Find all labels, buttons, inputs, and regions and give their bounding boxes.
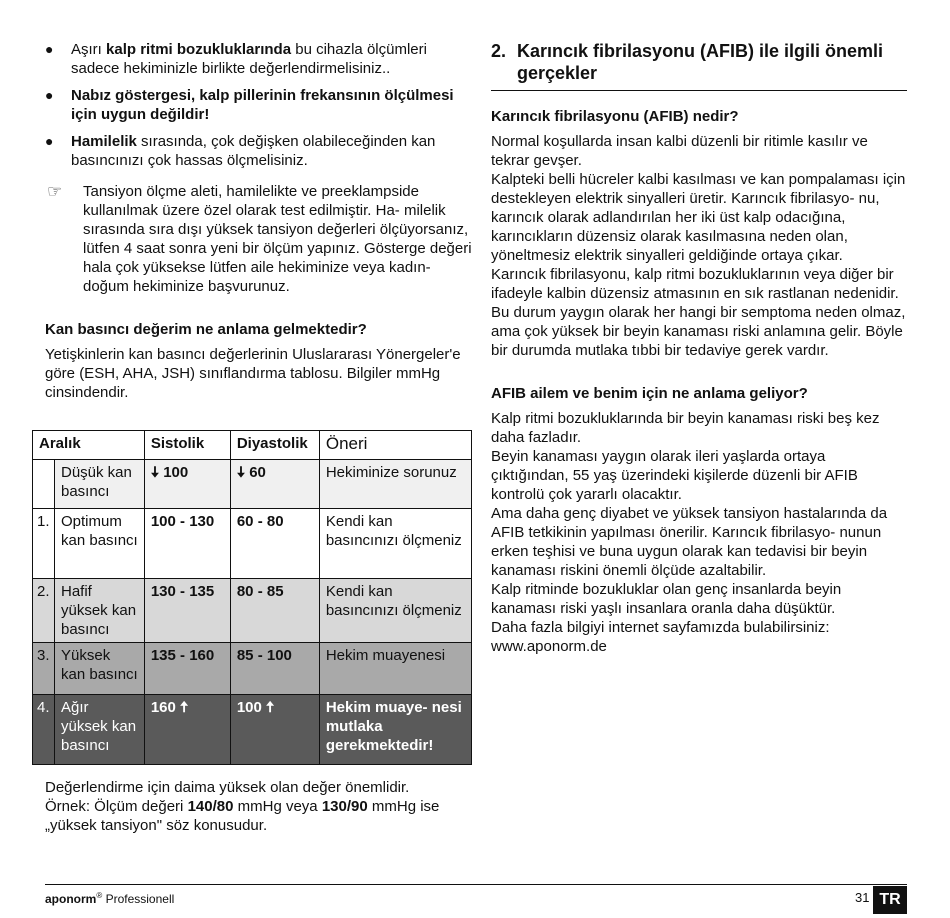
row-systolic: 130 - 135 (144, 579, 230, 643)
row-diastolic: 85 - 100 (230, 643, 319, 695)
pointing-hand-icon: ☞ (47, 182, 63, 201)
bullet-item (45, 86, 475, 124)
row-number: 1. (33, 509, 55, 579)
footer-brand (45, 891, 174, 906)
example-line (45, 797, 475, 816)
bullet-item (45, 40, 475, 78)
row-diastolic: 60 - 80 (230, 509, 319, 579)
paragraph: Kalp ritmi bozukluklarında bir beyin kanaması riski beş kez daha fazladır. (491, 410, 880, 446)
table-row (33, 509, 472, 579)
bp-intro-text: Yetişkinlerin kan basıncı değerlerinin Uluslararası Yönergeler'e göre (ESH, AHA, JSH) sınıflandırma tablosu. Bilgiler mmHg cinsindendir. (45, 346, 461, 401)
row-label: Yüksek kan basıncı (55, 643, 145, 695)
evaluation-note (45, 778, 475, 835)
header-range: Aralık (33, 431, 145, 460)
table-header-row (33, 431, 472, 460)
example-value: 140/80 (187, 798, 234, 815)
paragraph: Karıncık fibrilasyonu, kalp ritmi bozukluklarının veya diğer bir ifadeyle kalbin düzensiz atmasının en sık rastlanan nedenidir. Bu durum yaygın olarak her hangi bir semptoma neden olmaz, ama çok yüksek bir beyin kanaması riski anlamına gelir. Böyle bir durumda mutlaka tıbbi bir tedaviye gerek vardır. (491, 266, 906, 359)
conclusion-line: „yüksek tansiyon" söz konusudur. (45, 817, 268, 834)
section-title-text: Karıncık fibrilasyonu (AFIB) ile ilgili önemli gerçekler (517, 41, 884, 83)
registered-mark: ® (96, 891, 103, 900)
row-advice: Hekiminize sorunuz (319, 460, 471, 509)
table-row (33, 643, 472, 695)
row-diastolic: 80 - 85 (230, 579, 319, 643)
header-advice: Öneri (319, 431, 471, 460)
row-advice: Kendi kan basıncınızı ölçmeniz (319, 509, 471, 579)
bullet-text: bu cihazla ölçümleri sadece hekiminizle birlikte değerlendirmelisiniz.. (71, 41, 427, 77)
table-row (33, 695, 472, 765)
paragraph: Daha fazla bilgiyi internet sayfamızda bulabilirsiniz: (491, 619, 830, 636)
footer-divider (45, 884, 907, 885)
header-diastolic: Diyastolik (230, 431, 319, 460)
right-column (491, 40, 907, 656)
table-row (33, 460, 472, 509)
header-systolic: Sistolik (144, 431, 230, 460)
row-advice: Hekim muaye- nesi mutlaka gerekmektedir! (319, 695, 471, 765)
brand-name: aponorm (45, 892, 97, 906)
row-systolic: 100 - 130 (144, 509, 230, 579)
example-text: Örnek: Ölçüm değeri (45, 798, 188, 815)
product-name: Professionell (102, 892, 175, 906)
paragraph: Ama daha genç diyabet ve yüksek tansiyon hastalarında da AFIB tetkikinin yapılması önerilir. Karıncık fibrilasyo- nunun erken teşhisi ve buna uygun olarak kan tedavisi bir beyin kanaması riskini önemli ölçüde azaltabilir. (491, 505, 888, 579)
bullet-icon: ● (45, 41, 54, 57)
bullet-icon: ● (45, 87, 54, 103)
bullet-item (45, 132, 475, 170)
paragraph: Normal koşullarda insan kalbi düzenli bir ritimle kasılır ve tekrar gevşer. (491, 133, 868, 169)
row-systolic: 135 - 160 (144, 643, 230, 695)
left-column (45, 40, 475, 402)
bullet-bold-text: Nabız göstergesi, kalp pillerinin frekansının ölçülmesi için uygun değildir! (71, 87, 454, 123)
row-number (33, 460, 55, 509)
bp-meaning-heading: Kan basıncı değerim ne anlama gelmektedir? (45, 321, 367, 338)
note-text: Tansiyon ölçme aleti, hamilelikte ve preeklampside kullanılmak üzere özel olarak test edilmiştir. Ha- milelik sırasında sıra dışı yüksek tansiyon değerleri ölçüyorsanız, lütfen 4 saat sonra yeni bir ölçüm yapınız. Gösterge değeri hala çok yüksekse lütfen aile hekiminize veya kadın-doğum hekiminize başvurunuz. (83, 183, 472, 295)
bullet-icon: ● (45, 133, 54, 149)
row-number: 2. (33, 579, 55, 643)
section-title (491, 40, 907, 84)
bp-classification-table (32, 430, 472, 765)
row-systolic: 🠇 100 (144, 460, 230, 509)
paragraph: Beyin kanaması yaygın olarak ileri yaşlarda ortaya çıktığından, 55 yaş üzerindeki kişilerde düzenli bir AFIB kontrolü çok yararlı olacaktır. (491, 448, 858, 503)
afib-family-heading: AFIB ailem ve benim için ne anlama geliyor? (491, 385, 808, 402)
table-row (33, 579, 472, 643)
paragraph: Kalp ritminde bozukluklar olan genç insanlarda beyin kanaması riski yaşlı insanlara oranla daha düşüktür. (491, 581, 842, 617)
bullet-bold-text: Hamilelik (71, 133, 137, 150)
bullet-text: Aşırı (71, 41, 107, 58)
row-number: 4. (33, 695, 55, 765)
paragraph: Kalpteki belli hücreler kalbi kasılması ve kan pompalaması için destekleyen elektrik sinyalleri üretir. Karıncık fibrilasyo- nu, karıncık olarak adlandırılan her iki üst kalp odacığına, karıncıkların düzensiz olarak kasılmasına neden olan, yöneltmesiz elektrik sinyalleri geldiğinde ortaya çıkar. (491, 171, 906, 264)
row-diastolic: 100 🠅 (230, 695, 319, 765)
row-diastolic: 🠇 60 (230, 460, 319, 509)
row-advice: Kendi kan basıncınızı ölçmeniz (319, 579, 471, 643)
example-text: mmHg veya (233, 798, 322, 815)
note-block (45, 182, 475, 296)
row-label: Hafif yüksek kan basıncı (55, 579, 145, 643)
row-advice: Hekim muayenesi (319, 643, 471, 695)
evaluation-line: Değerlendirme için daima yüksek olan değer önemlidir. (45, 779, 410, 796)
row-label: Optimum kan basıncı (55, 509, 145, 579)
row-label: Ağır yüksek kan basıncı (55, 695, 145, 765)
section-number: 2. (491, 41, 507, 61)
website-link[interactable]: www.aponorm.de (491, 638, 607, 655)
example-value: 130/90 (321, 798, 368, 815)
row-number: 3. (33, 643, 55, 695)
page-number: 31 (855, 890, 870, 905)
language-badge: TR (873, 886, 907, 914)
afib-heading: Karıncık fibrilasyonu (AFIB) nedir? (491, 108, 739, 125)
bullet-text: sırasında, çok değişken olabileceğinden kan basıncınızı çok hassas ölçmelisiniz. (71, 133, 436, 169)
example-text: mmHg ise (367, 798, 440, 815)
section-divider (491, 90, 907, 91)
row-label: Düşük kan basıncı (55, 460, 145, 509)
bullet-bold-text: kalp ritmi bozukluklarında (106, 41, 292, 58)
row-systolic: 160 🠅 (144, 695, 230, 765)
